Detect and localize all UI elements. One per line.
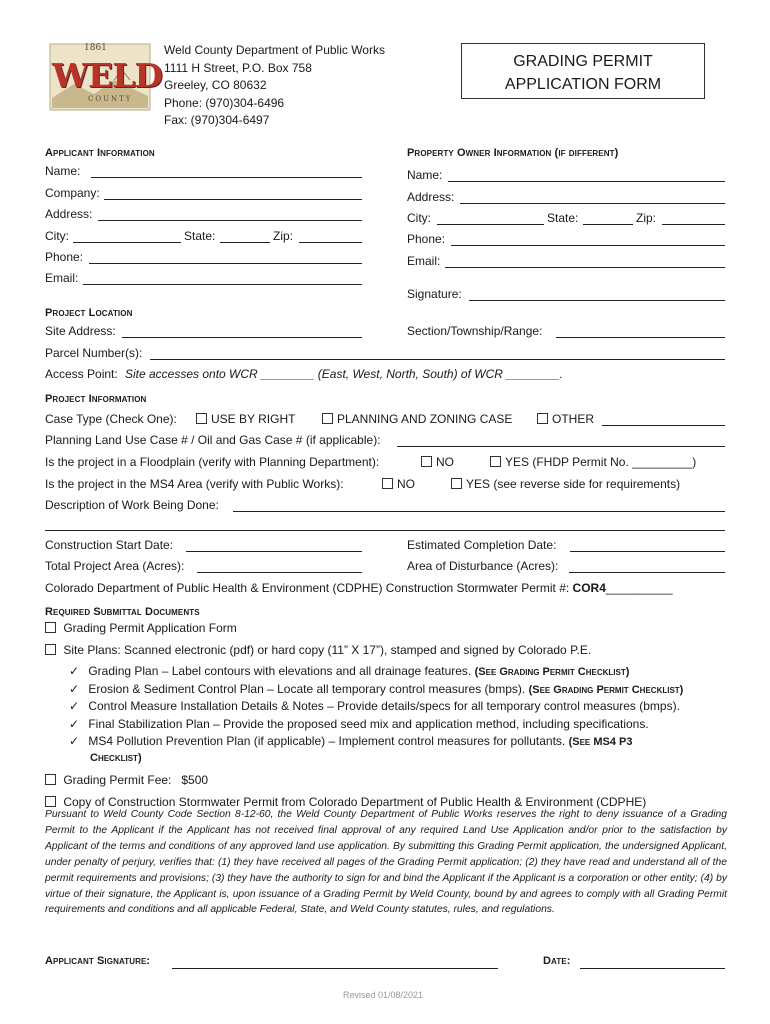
submittal-item-site-plans[interactable] <box>45 643 591 657</box>
owner-address-field[interactable] <box>460 203 725 204</box>
applicant-address-field[interactable] <box>98 220 362 221</box>
site-plan-grading <box>69 664 629 678</box>
planning-checkbox[interactable] <box>322 413 333 424</box>
applicant-state-field[interactable] <box>220 242 270 243</box>
submittal-item-fee[interactable] <box>45 773 208 787</box>
submittal-item-application[interactable] <box>45 621 237 635</box>
floodplain-yes-checkbox[interactable] <box>490 456 501 467</box>
applicant-city-label: City: <box>45 229 69 243</box>
applicant-name-label: Name: <box>45 164 81 178</box>
submittal-heading: Required Submittal Documents <box>45 606 200 618</box>
parcel-number-label: Parcel Number(s): <box>45 346 143 360</box>
form-title-line2: APPLICATION FORM <box>504 76 662 93</box>
owner-city-field[interactable] <box>437 224 544 225</box>
owner-zip-label: Zip: <box>636 211 657 225</box>
applicant-state-label: State: <box>184 229 216 243</box>
use-by-right-text: USE BY RIGHT <box>211 412 296 426</box>
date-field[interactable] <box>580 968 725 969</box>
completion-date-field[interactable] <box>570 551 725 552</box>
floodplain-yes-option[interactable] <box>490 455 696 469</box>
floodplain-no-text: NO <box>436 455 454 469</box>
completion-date-label: Estimated Completion Date: <box>407 538 557 552</box>
applicant-phone-field[interactable] <box>89 263 362 264</box>
land-use-case-field[interactable] <box>397 446 725 447</box>
other-checkbox[interactable] <box>537 413 548 424</box>
applicant-email-field[interactable] <box>83 284 362 285</box>
owner-zip-field[interactable] <box>662 224 725 225</box>
location-heading: Project Location <box>45 307 133 319</box>
cdphe-permit-label <box>45 581 673 595</box>
other-text: OTHER <box>552 412 594 426</box>
owner-state-field[interactable] <box>583 224 633 225</box>
erosion-plan-text: Erosion & Sediment Control Plan – Locate all temporary control measures (bmps). <box>88 682 526 696</box>
site-address-field[interactable] <box>122 337 362 338</box>
weld-county-logo <box>44 40 163 116</box>
site-plan-control-measures <box>69 699 680 713</box>
org-street: 1111 H Street, P.O. Box 758 <box>164 61 312 75</box>
ms4-plan-text: MS4 Pollution Prevention Plan (if applicable) – Implement control measures for pollutants. <box>88 734 566 748</box>
disturbance-area-label: Area of Disturbance (Acres): <box>407 559 559 573</box>
grading-plan-text: Grading Plan – Label contours with elevations and all drainage features. <box>88 664 472 678</box>
floodplain-no-checkbox[interactable] <box>421 456 432 467</box>
check-icon: ✓ <box>69 699 80 713</box>
org-fax: Fax: (970)304-6497 <box>164 113 270 127</box>
description-label: Description of Work Being Done: <box>45 498 219 512</box>
site-plan-ms4 <box>69 734 632 748</box>
ms4-no-text: NO <box>397 477 415 491</box>
ms4-yes-text: YES (see reverse side for requirements) <box>466 477 681 491</box>
org-city: Greeley, CO 80632 <box>164 78 267 92</box>
site-plans-text: Site Plans: Scanned electronic (pdf) or hard copy (11” X 17”), stamped and signed by Colorado P.E. <box>63 643 592 657</box>
check-icon: ✓ <box>69 664 80 678</box>
check-icon: ✓ <box>69 717 80 731</box>
form-title-box <box>461 43 705 99</box>
cdphe-permit-text: Colorado Department of Public Health & Environment (CDPHE) Construction Stormwater Permit #: <box>45 581 570 595</box>
use-by-right-option[interactable] <box>196 412 295 426</box>
control-measures-text: Control Measure Installation Details & Notes – Provide details/specs for all temporary control measures (bmps). <box>88 699 680 713</box>
floodplain-yes-text: YES (FHDP Permit No. _________) <box>505 455 697 469</box>
applicant-zip-label: Zip: <box>273 229 294 243</box>
owner-city-label: City: <box>407 211 431 225</box>
cor4-prefix: COR4 <box>572 581 606 595</box>
description-field-1[interactable] <box>233 511 725 512</box>
applicant-signature-label: Applicant Signature: <box>45 955 151 967</box>
applicant-phone-label: Phone: <box>45 250 84 264</box>
other-field[interactable] <box>602 425 725 426</box>
project-info-heading: Project Information <box>45 393 147 405</box>
access-point-label: Access Point: <box>45 367 118 381</box>
other-option[interactable] <box>537 412 594 426</box>
floodplain-no-option[interactable] <box>421 455 454 469</box>
owner-signature-label: Signature: <box>407 287 462 301</box>
ms4-plan-ref-cont: Checklist) <box>90 752 142 764</box>
applicant-email-label: Email: <box>45 271 79 285</box>
applicant-zip-field[interactable] <box>299 242 362 243</box>
parcel-number-field[interactable] <box>150 359 725 360</box>
fee-text: Grading Permit Fee: $500 <box>63 773 209 787</box>
ms4-yes-checkbox[interactable] <box>451 478 462 489</box>
disturbance-area-field[interactable] <box>569 572 725 573</box>
start-date-field[interactable] <box>186 551 362 552</box>
fee-checkbox[interactable] <box>45 774 56 785</box>
stormwater-checkbox[interactable] <box>45 796 56 807</box>
applicant-city-field[interactable] <box>73 242 181 243</box>
org-phone: Phone: (970)304-6496 <box>164 96 285 110</box>
logo-name: WELD <box>52 56 163 95</box>
description-field-2[interactable] <box>45 530 725 531</box>
access-point-text[interactable]: Site accesses onto WCR ________ (East, West, North, South) of WCR ________. <box>125 367 563 381</box>
ms4-plan-ref: (See MS4 P3 <box>568 736 633 748</box>
owner-heading: Property Owner Information (if different) <box>407 147 619 159</box>
applicant-name-field[interactable] <box>91 177 362 178</box>
logo-year: 1861 <box>84 43 107 53</box>
stormwater-text: Copy of Construction Stormwater Permit from Colorado Department of Public Health & Environment (CDPHE) <box>63 795 647 809</box>
owner-phone-field[interactable] <box>451 245 725 246</box>
form-title-line1: GRADING PERMIT <box>513 53 653 70</box>
ms4-yes-option[interactable] <box>451 477 680 491</box>
legal-statement: Pursuant to Weld County Code Section 8-12-60, the Weld County Department of Public Works reserves the right to deny issuance of a Grading Permit to the Applicant if the Applicant has not received final approval of any required Land Use Application and/or prior to the satisfaction by Applicant of the terms and conditions of any approved land use application. By submitting this Grading Permit application, the undersigned Applicant, under penalty of perjury, verifies that: (1) they have received all pages of the Grading Permit application; (2) they have read and understand all of the permit requirements and provisions; (3) they have the authority to sign for and bind the Applicant if the Applicant is a corporation or other entity; (4) by virtue of their signature, the Applicant is, upon issuance of a Grading Permit by Weld County, bound by and agrees to comply with all Grading Permit requirements and conditions and all applicable Federal, State, and Weld County statutes, rules, and regulations. <box>45 809 727 916</box>
site-plans-checkbox[interactable] <box>45 644 56 655</box>
site-plan-stabilization <box>69 717 649 731</box>
applicant-company-field[interactable] <box>104 199 362 200</box>
case-type-label: Case Type (Check One): <box>45 412 177 426</box>
application-text: Grading Permit Application Form <box>63 621 237 635</box>
planning-option[interactable] <box>322 412 512 426</box>
planning-text: PLANNING AND ZONING CASE <box>337 412 513 426</box>
site-address-label: Site Address: <box>45 324 116 338</box>
section-township-label: Section/Township/Range: <box>407 324 543 338</box>
owner-name-label: Name: <box>407 168 443 182</box>
use-by-right-checkbox[interactable] <box>196 413 207 424</box>
site-plan-erosion <box>69 682 683 696</box>
logo-sub: COUNTY <box>88 95 133 103</box>
check-icon: ✓ <box>69 734 80 748</box>
total-area-field[interactable] <box>197 572 362 573</box>
land-use-case-label: Planning Land Use Case # / Oil and Gas Case # (if applicable): <box>45 433 381 447</box>
applicant-address-label: Address: <box>45 207 93 221</box>
ms4-question: Is the project in the MS4 Area (verify with Public Works): <box>45 477 344 491</box>
ms4-no-checkbox[interactable] <box>382 478 393 489</box>
owner-phone-label: Phone: <box>407 232 446 246</box>
grading-plan-ref: (See Grading Permit Checklist) <box>474 666 630 678</box>
applicant-signature-field[interactable] <box>172 968 498 969</box>
date-label: Date: <box>543 955 571 967</box>
owner-signature-field[interactable] <box>469 300 725 301</box>
application-checkbox[interactable] <box>45 622 56 633</box>
owner-name-field[interactable] <box>448 181 725 182</box>
applicant-company-label: Company: <box>45 186 100 200</box>
owner-email-label: Email: <box>407 254 441 268</box>
total-area-label: Total Project Area (Acres): <box>45 559 185 573</box>
owner-address-label: Address: <box>407 190 455 204</box>
start-date-label: Construction Start Date: <box>45 538 174 552</box>
owner-state-label: State: <box>547 211 579 225</box>
org-name: Weld County Department of Public Works <box>164 43 385 57</box>
stabilization-text: Final Stabilization Plan – Provide the proposed seed mix and application method, including specifications. <box>88 717 649 731</box>
revision-footer: Revised 01/08/2021 <box>343 990 424 1000</box>
applicant-heading: Applicant Information <box>45 147 155 159</box>
owner-email-field[interactable] <box>445 267 725 268</box>
check-icon: ✓ <box>69 682 80 696</box>
cor4-field[interactable]: __________ <box>605 581 673 595</box>
ms4-no-option[interactable] <box>382 477 415 491</box>
floodplain-question: Is the project in a Floodplain (verify with Planning Department): <box>45 455 380 469</box>
section-township-field[interactable] <box>556 337 725 338</box>
erosion-plan-ref: (See Grading Permit Checklist) <box>528 684 684 696</box>
